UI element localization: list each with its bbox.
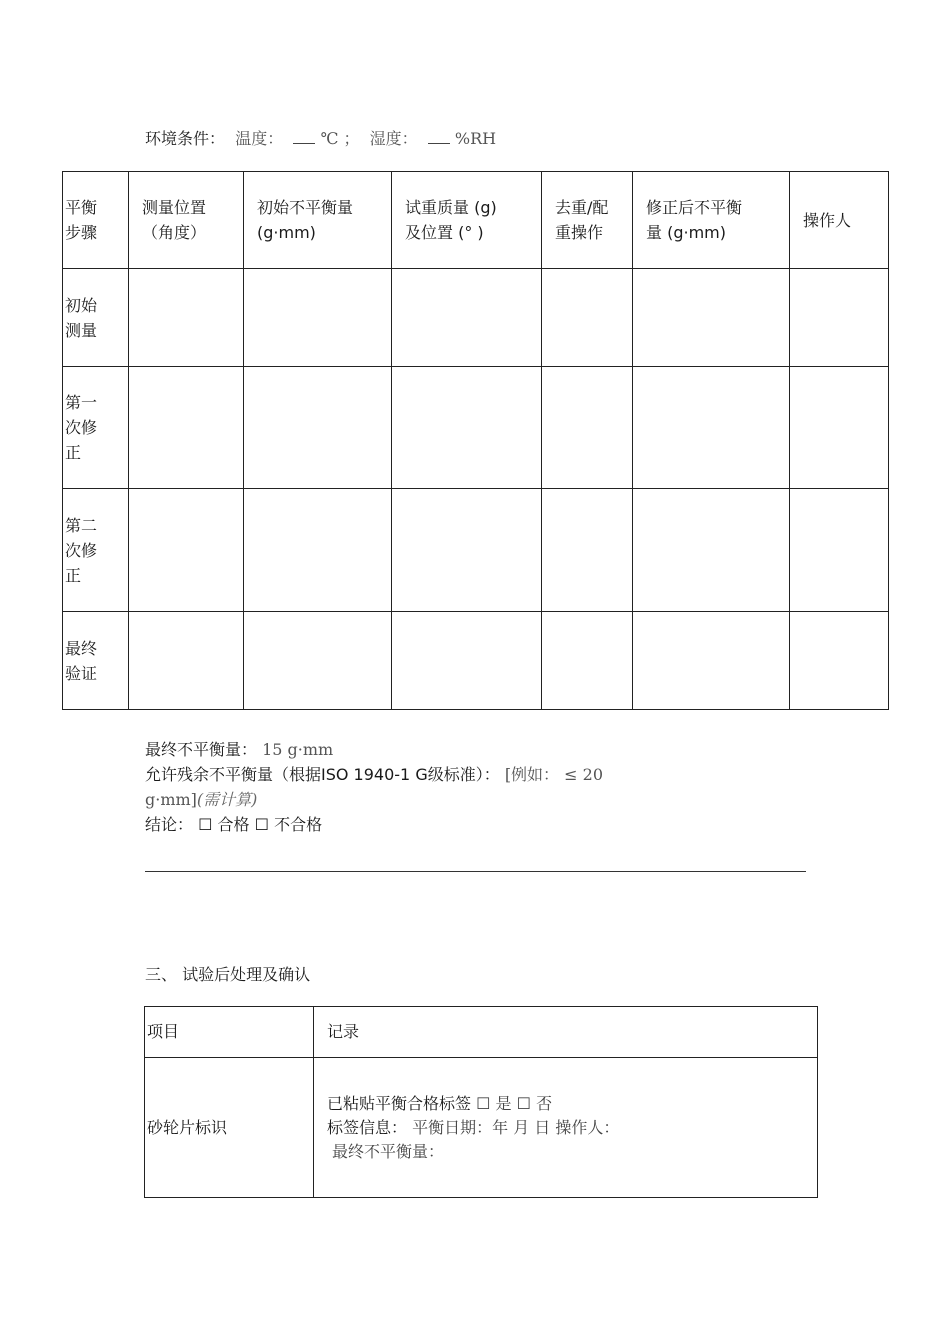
temperature-unit: ℃ ； xyxy=(320,129,360,148)
table-cell[interactable] xyxy=(633,367,790,489)
final-imbalance-field: 最终不平衡量： xyxy=(332,1141,445,1161)
table-cell[interactable] xyxy=(244,489,392,612)
allowed-imbalance-line: 允许残余不平衡量（根据ISO 1940-1 G级标准）： [例如： ≤ 20 xyxy=(145,765,603,784)
table-cell[interactable] xyxy=(542,269,633,367)
header-initial-imbalance: 初始不平衡量 (g·mm) xyxy=(244,172,392,269)
final-imbalance-line: 最终不平衡量： 15 g·mm xyxy=(145,740,334,759)
table-cell[interactable] xyxy=(633,612,790,710)
calc-note: (需计算) xyxy=(196,790,258,809)
header-operator: 操作人 xyxy=(790,172,889,269)
table-cell[interactable] xyxy=(244,269,392,367)
header-corrected-imbalance: 修正后不平衡 量 (g·mm) xyxy=(633,172,790,269)
pass-checkbox[interactable]: ☐ 合格 xyxy=(198,815,250,834)
header-record: 记录 xyxy=(314,1007,818,1058)
divider xyxy=(145,871,806,872)
header-item: 项目 xyxy=(145,1007,314,1058)
humidity-unit: %RH xyxy=(454,129,497,148)
table-row xyxy=(63,489,889,612)
table-header-row xyxy=(63,172,889,269)
table-cell[interactable] xyxy=(790,489,889,612)
table-row xyxy=(63,367,889,489)
item-cell: 砂轮片标识 xyxy=(145,1058,314,1198)
record-cell xyxy=(314,1058,818,1198)
yes-checkbox[interactable]: ☐ 是 xyxy=(476,1093,512,1113)
no-checkbox[interactable]: ☐ 否 xyxy=(516,1093,553,1113)
header-step: 平衡 步骤 xyxy=(63,172,129,269)
header-trial-weight: 试重质量 (g) 及位置 (° ) xyxy=(392,172,542,269)
table-cell[interactable] xyxy=(129,269,244,367)
balance-record-table xyxy=(62,171,889,710)
header-weight-operation: 去重/配 重操作 xyxy=(542,172,633,269)
humidity-blank[interactable] xyxy=(428,129,450,144)
temperature-blank[interactable] xyxy=(293,129,315,144)
table-cell[interactable] xyxy=(633,489,790,612)
label-applied: 已粘贴平衡合格标签 xyxy=(327,1093,472,1113)
fail-checkbox[interactable]: ☐ 不合格 xyxy=(254,815,323,834)
step-cell: 初始 测量 xyxy=(63,269,129,367)
table-cell[interactable] xyxy=(392,367,542,489)
label-info: 标签信息： xyxy=(327,1117,408,1137)
step-cell: 第二 次修 正 xyxy=(63,489,129,612)
environment-conditions xyxy=(145,126,496,149)
final-imbalance-value: 15 g·mm xyxy=(262,740,334,759)
temperature-label: 温度： xyxy=(235,129,284,148)
table-cell[interactable] xyxy=(129,489,244,612)
table-row xyxy=(63,612,889,710)
balance-summary xyxy=(145,737,745,837)
conclusion-line: 结论： ☐ 合格 ☐ 不合格 xyxy=(145,815,323,834)
section-title: 三、 试验后处理及确认 xyxy=(145,965,311,984)
table-cell[interactable] xyxy=(790,269,889,367)
table-cell[interactable] xyxy=(129,367,244,489)
table-cell[interactable] xyxy=(542,612,633,710)
label-info-detail: 平衡日期：年 月 日 操作人： xyxy=(412,1117,620,1137)
header-measure-position: 测量位置 （角度） xyxy=(129,172,244,269)
allowed-imbalance-line-2: g·mm](需计算) xyxy=(145,790,258,809)
table-header-row xyxy=(145,1007,818,1058)
table-cell[interactable] xyxy=(244,612,392,710)
confirmation-table xyxy=(144,1006,818,1198)
table-cell[interactable] xyxy=(542,489,633,612)
table-cell[interactable] xyxy=(790,612,889,710)
table-cell[interactable] xyxy=(392,489,542,612)
table-cell[interactable] xyxy=(542,367,633,489)
humidity-label: 湿度： xyxy=(369,129,418,148)
table-cell[interactable] xyxy=(392,612,542,710)
table-row xyxy=(63,269,889,367)
table-row xyxy=(145,1058,818,1198)
environment-label: 环境条件： xyxy=(145,129,226,148)
table-cell[interactable] xyxy=(790,367,889,489)
step-cell: 第一 次修 正 xyxy=(63,367,129,489)
table-cell[interactable] xyxy=(392,269,542,367)
table-cell[interactable] xyxy=(244,367,392,489)
step-cell: 最终 验证 xyxy=(63,612,129,710)
table-cell[interactable] xyxy=(129,612,244,710)
table-cell[interactable] xyxy=(633,269,790,367)
